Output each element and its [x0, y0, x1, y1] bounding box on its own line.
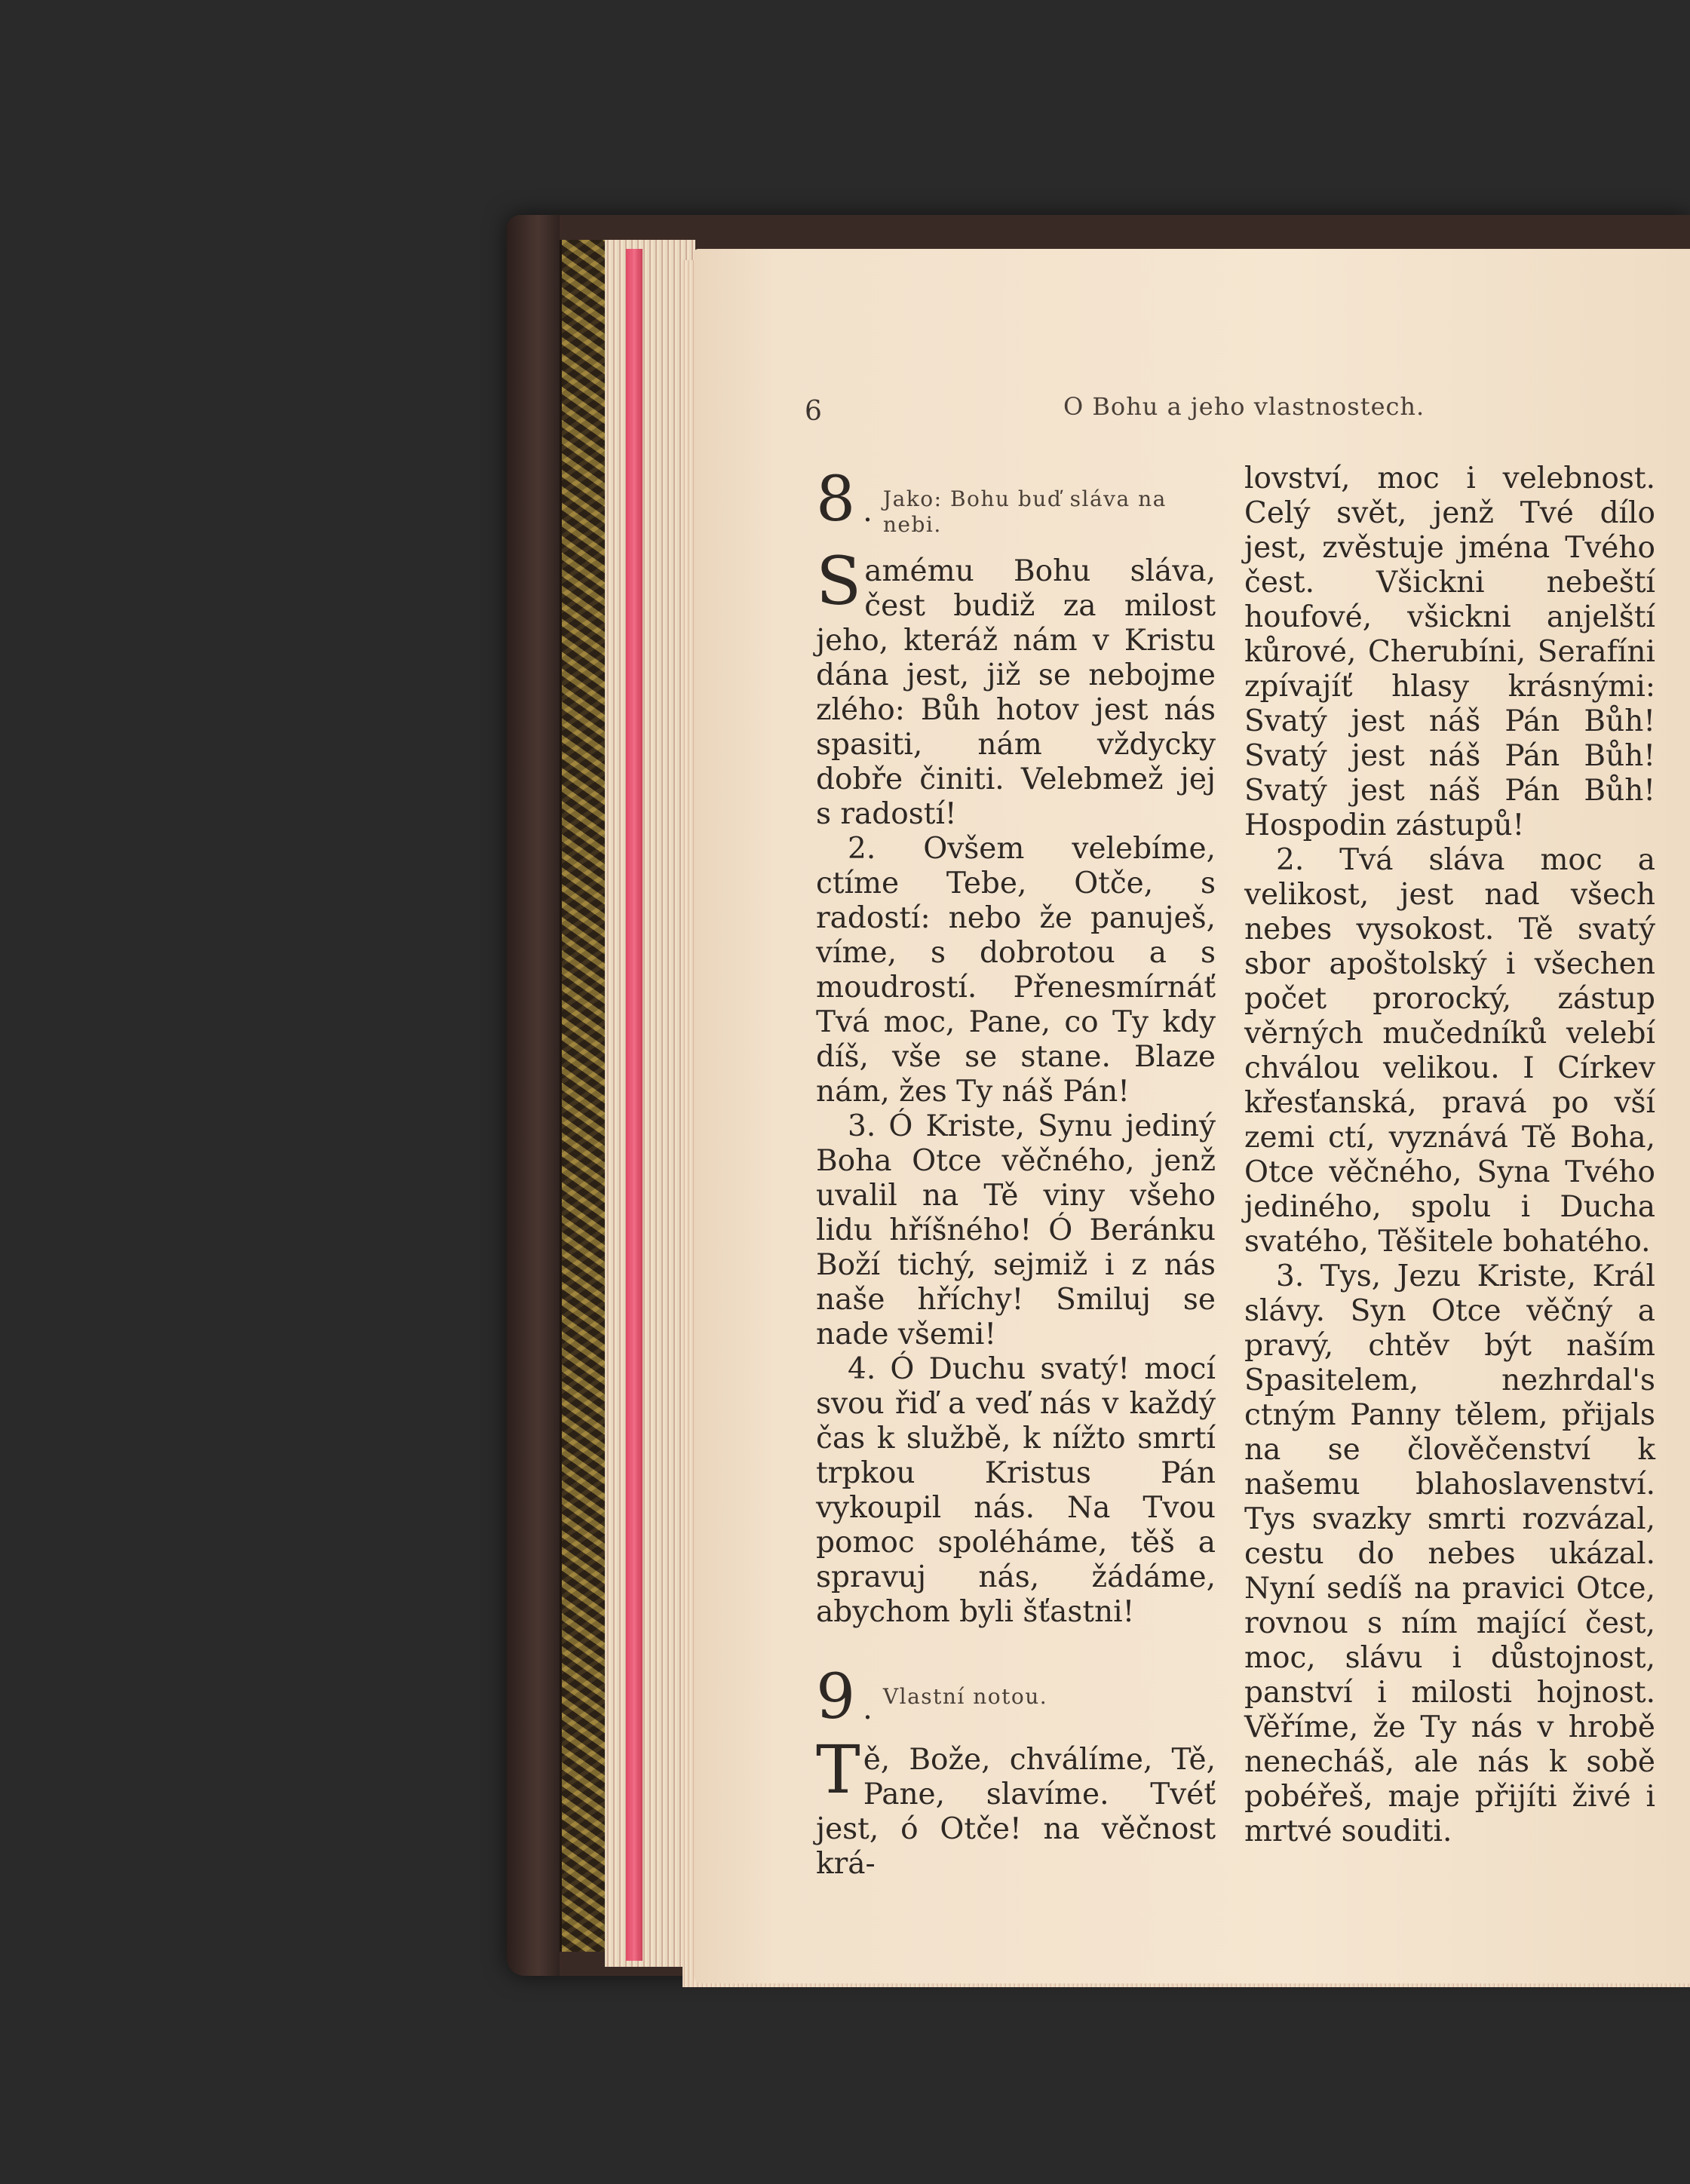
hymn-9-dot: . [863, 1692, 873, 1726]
hymn-9-number: 9 [816, 1661, 856, 1733]
hymn-8-verse-3: 3. Ó Kriste, Synu jediný Boha Otce věčného, jenž uvalil na Tě viny všeho lidu hříšného! Ó Beránku Boží tichý, sejmiž i z nás naše hříchy! Smiluj se nade všemi! [816, 1109, 1216, 1351]
hymn-8-tune: Jako: Bohu buď sláva na nebi. [882, 486, 1167, 537]
marbled-endpaper [560, 240, 609, 1952]
right-column [1244, 462, 1655, 1849]
hymn-8-drop-letter: S [816, 542, 862, 620]
hymn-8-dot: . [863, 494, 873, 529]
left-column [816, 464, 1216, 1882]
hymn-9-heading [816, 1661, 1216, 1733]
hymn-9-tune: Vlastní notou. [882, 1684, 1048, 1709]
hymn-9-verse-2: 2. Tvá sláva moc a velikost, jest nad všech nebes vysokost. Tě svatý sbor apoštolský i všechen počet prorocký, zástup věrných mučedníků velebí chválou velikou. I Církev křesťanská, pravá po vší zemi ctí, vyznává Tě Boha, Otce věčného, Syna Tvého jediného, spolu i Ducha svatého, Těšitele bohatého. [1244, 843, 1655, 1259]
red-page-edge [626, 249, 643, 1961]
page-number: 6 [805, 396, 822, 427]
hymn-9-verse-1-left-text: ě, Bože, chválíme, Tě, Pane, slavíme. Tvéť jest, ó Otče! na věčnost krá- [816, 1743, 1216, 1881]
hymn-8-verse-1 [816, 542, 1216, 832]
hymn-8-number: 8 [816, 464, 856, 535]
hymn-9-verse-1-cont: lovství, moc i velebnost. Celý svět, jenž Tvé dílo jest, zvěstuje jména Tvého čest. Všickni nebeští houfové, všickni anjelští kůrové, Cherubíni, Serafíni zpívajíť hlasy krásnými: Svatý jest náš Pán Bůh! Svatý jest náš Pán Bůh! Svatý jest náš Pán Bůh! Hospodin zástupů! [1244, 462, 1655, 842]
hymn-9-verse-1-start [816, 1731, 1216, 1882]
hymn-8-verse-2: 2. Ovšem velebíme, ctíme Tebe, Otče, s radostí: nebo že panuješ, víme, s dobrotou a s moudrostí. Přenesmírnáť Tvá moc, Pane, co Ty kdy díš, vše se stane. Blaze nám, žes Ty náš Pán! [816, 832, 1216, 1109]
spacer [816, 1630, 1216, 1669]
page-edges [605, 240, 695, 1967]
book-spine-edge [507, 215, 560, 1976]
hymn-9-verse-3: 3. Tys, Jezu Kriste, Král slávy. Syn Otce věčný a pravý, chtěv být naším Spasitelem, nezhrdal's ctným Panny tělem, přijals na se člověčenství k našemu blahoslavenství. Tys svazky smrti rozvázal, cestu do nebes ukázal. Nyní sedíš na pravici Otce, rovnou s ním mající čest, moc, slávu i důstojnost, panství i milosti hojnost. Věříme, že Ty nás v hrobě nenecháš, ale nás k sobě pobéřeš, maje přijíti živé i mrtvé souditi. [1244, 1259, 1655, 1848]
hymn-9-drop-letter: T [816, 1731, 860, 1808]
running-title: O Bohu a jeho vlastnostech. [1063, 392, 1425, 421]
hymn-8-verse-1-text: amému Bohu sláva, čest budiž za milost jeho, kteráž nám v Kristu dána jest, již se nebojme zlého: Bůh hotov jest nás spasiti, nám vždycky dobře činiti. Velebmež jej s radostí! [816, 554, 1216, 831]
hymn-8-heading [816, 464, 1216, 538]
hymn-8-verse-4: 4. Ó Duchu svatý! mocí svou řiď a veď nás v každý čas k službě, k nížto smrtí trpkou Kristus Pán vykoupil nás. Na Tvou pomoc spoléháme, těš a spravuj nás, žádáme, abychom byli šťastni! [816, 1352, 1216, 1629]
